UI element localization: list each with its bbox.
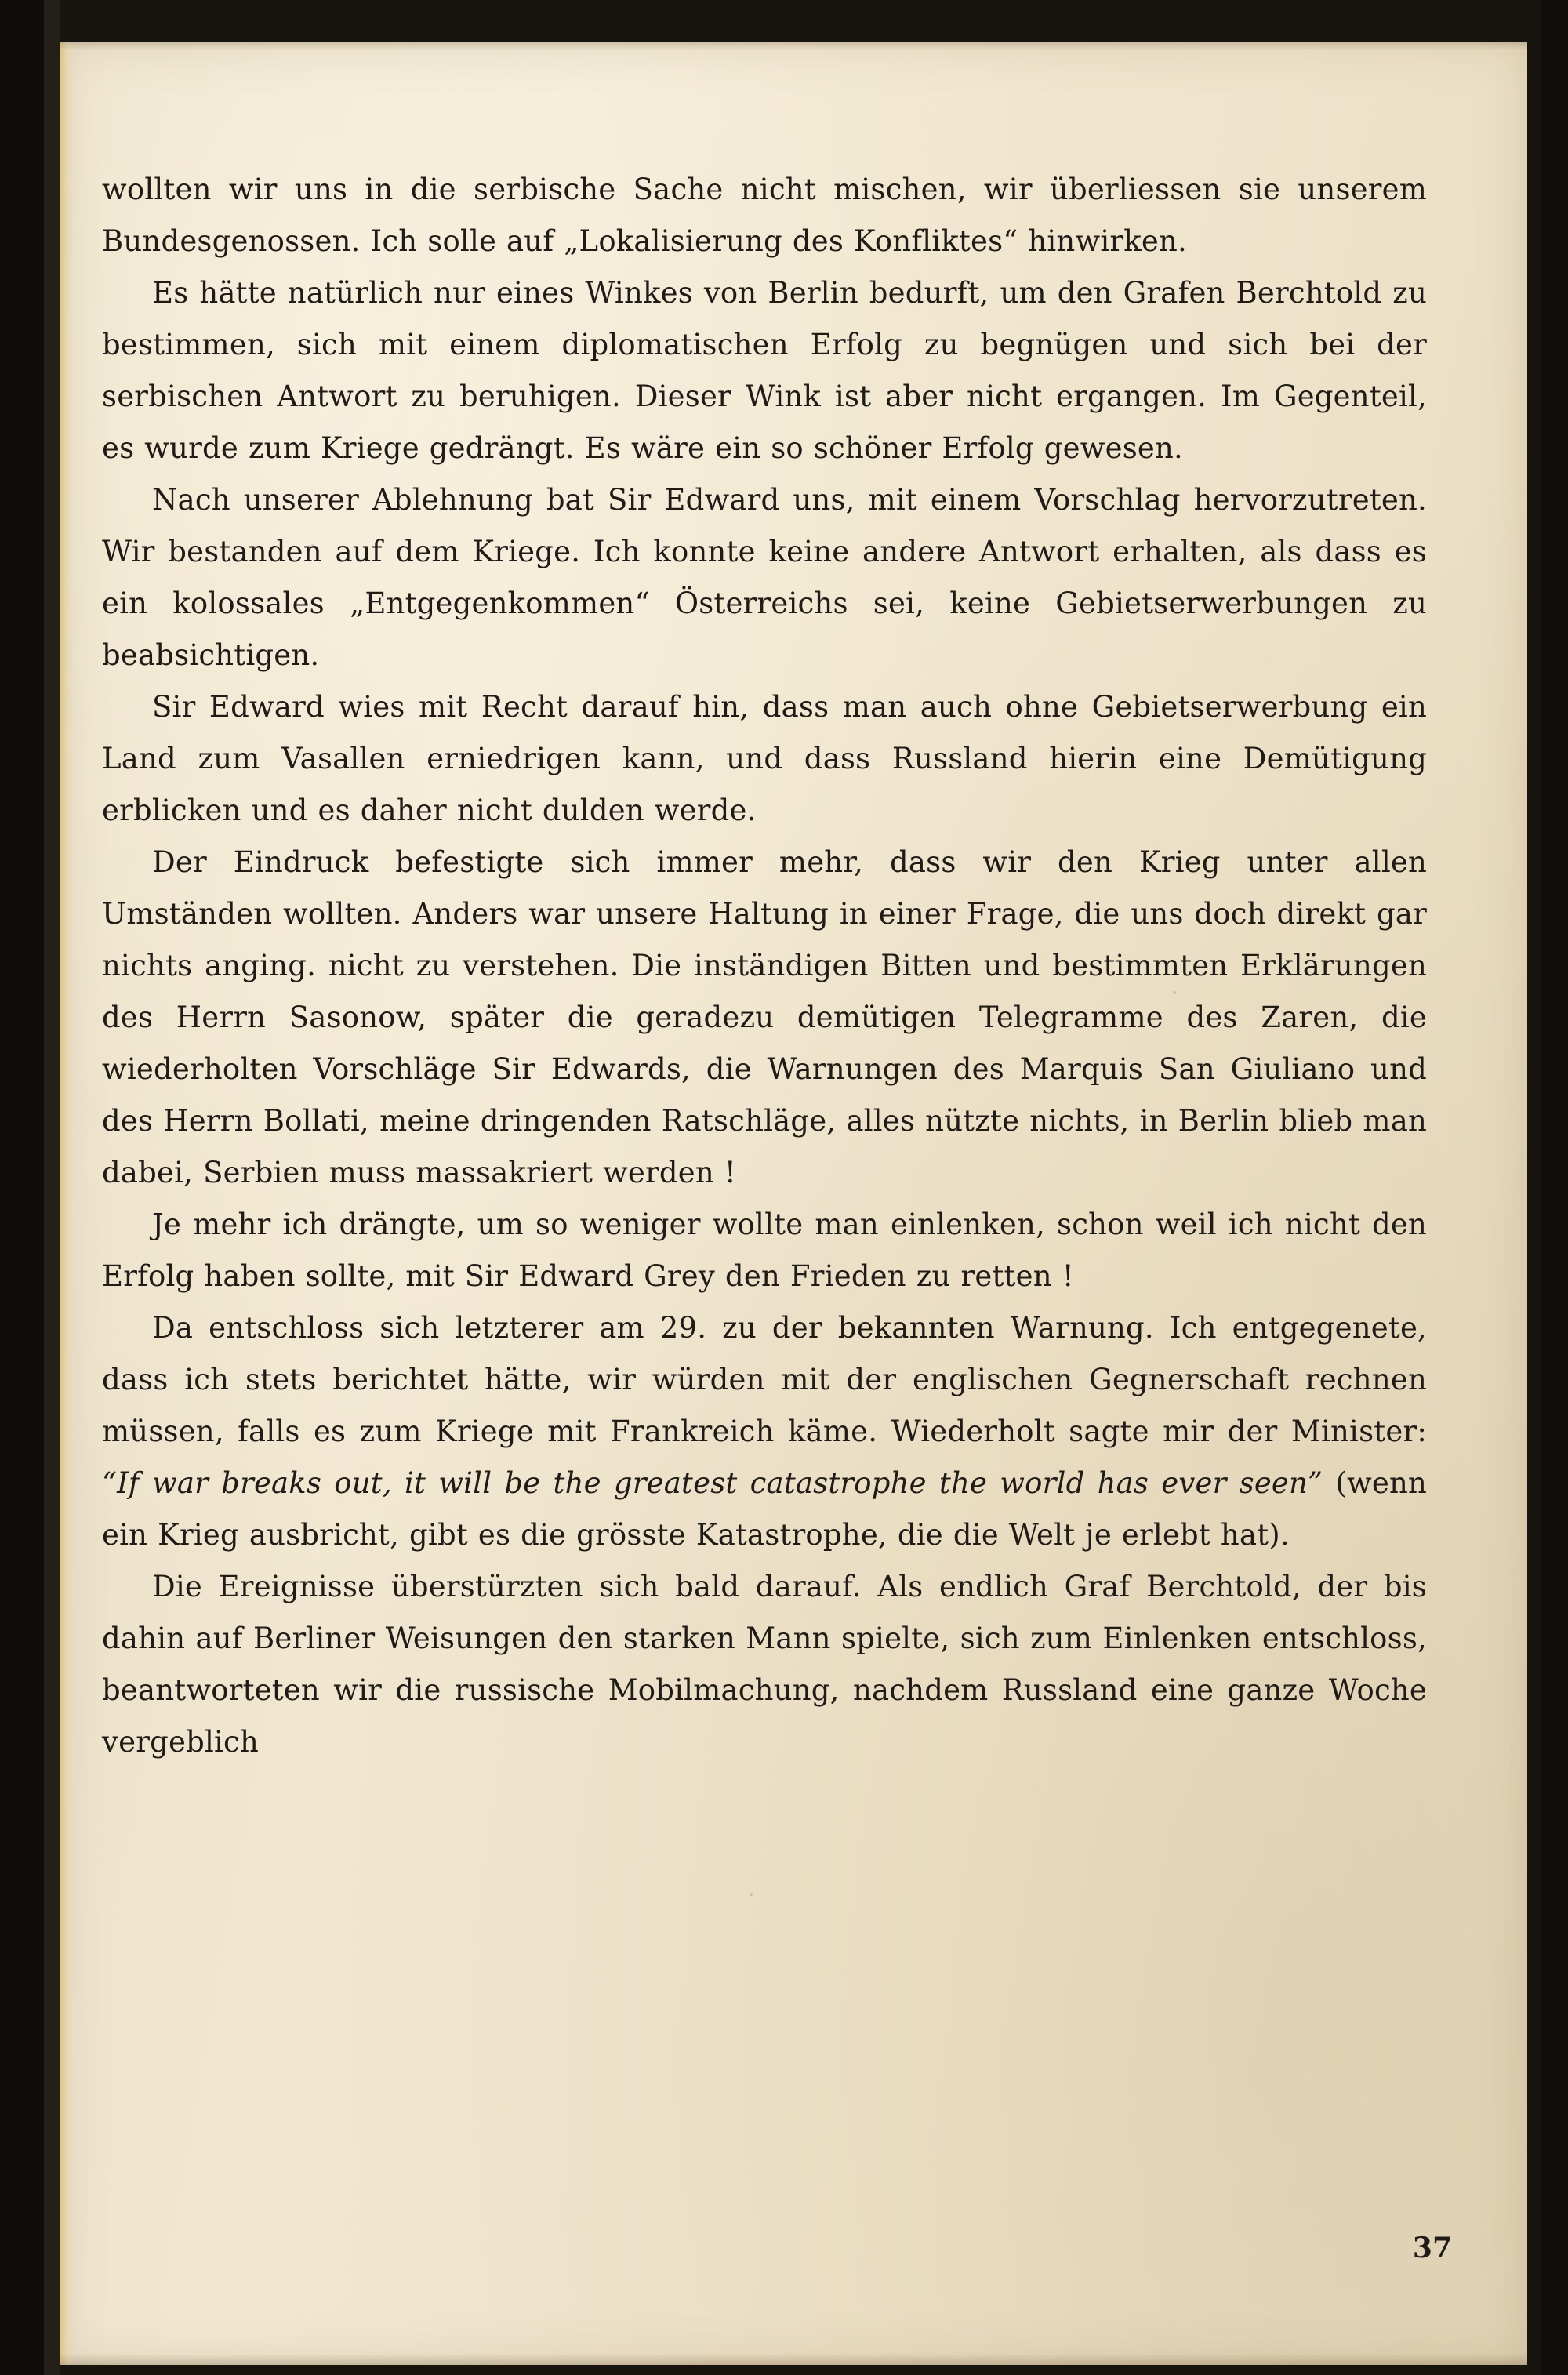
page-edge-left <box>60 42 74 2365</box>
page-edge-top <box>60 42 1527 50</box>
book-gutter-left-inner <box>44 0 60 2375</box>
paragraph: Je mehr ich drängte, um so weniger wollte man einlenken, schon weil ich nicht den Erfolg haben sollte, mit Sir Edward Grey den Frieden zu retten ! <box>102 1207 1427 1293</box>
paragraph: Die Ereignisse überstürzten sich bald darauf. Als endlich Graf Berchtold, der bis dahin auf Berliner Weisungen den starken Mann spielte, sich zum Einlenken entschloss, beantworteten wir die russische Mobilmachung, nachdem Russland eine ganze Woche vergeblich <box>102 1570 1427 1759</box>
page-number: 37 <box>1412 2232 1452 2264</box>
page-text-block <box>102 164 1427 1768</box>
paragraph-with-quote <box>102 1302 1427 1561</box>
paragraph-lead-text: Da entschloss sich letzterer am 29. zu der bekannten Warnung. Ich entgegenete, dass ich stets berichtet hätte, wir würden mit der englischen Gegnerschaft rechnen müssen, falls es zum Kriege mit Frankreich käme. Wiederholt sagte mir der Minister: <box>102 1311 1427 1448</box>
book-page <box>60 42 1527 2365</box>
paper-speckle <box>750 1893 753 1896</box>
paragraph: wollten wir uns in die serbische Sache nicht mischen, wir überliessen sie unserem Bundesgenossen. Ich solle auf „Lokalisierung des Konfliktes“ hinwirken. <box>102 172 1427 258</box>
quote-translation: (wenn ein Krieg ausbricht, gibt es die grösste Katastrophe, die die Welt je erlebt hat). <box>102 1466 1428 1552</box>
book-gutter-left <box>0 0 44 2375</box>
english-quote: “If war breaks out, it will be the greatest catastrophe the world has ever seen” <box>102 1466 1323 1500</box>
paragraph: Es hätte natürlich nur eines Winkes von Berlin bedurft, um den Grafen Berchtold zu bestimmen, sich mit einem diplomatischen Erfolg zu begnügen und sich bei der serbischen Antwort zu beruhigen. Dieser Wink ist aber nicht ergangen. Im Gegenteil, es wurde zum Kriege gedrängt. Es wäre ein so schöner Erfolg gewesen. <box>102 276 1427 465</box>
paragraph: Sir Edward wies mit Recht darauf hin, dass man auch ohne Gebietserwerbung ein Land zum Vasallen erniedrigen kann, und dass Russland hierin eine Demütigung erblicken und es daher nicht dulden werde. <box>102 690 1427 827</box>
paragraph: Der Eindruck befestigte sich immer mehr, dass wir den Krieg unter allen Umständen wollten. Anders war unsere Haltung in einer Frage, die uns doch direkt gar nichts anging. nicht zu verstehen. Die inständigen Bitten und bestimmten Erklärungen des Herrn Sasonow, später die geradezu demütigen Telegramme des Zaren, die wiederholten Vorschläge Sir Edwards, die Warnungen des Marquis San Giuliano und des Herrn Bollati, meine dringenden Ratschläge, alles nützte nichts, in Berlin blieb man dabei, Serbien muss massakriert werden ! <box>102 845 1427 1189</box>
book-gutter-right <box>1541 0 1568 2375</box>
paragraph: Nach unserer Ablehnung bat Sir Edward uns, mit einem Vorschlag hervorzutreten. Wir bestanden auf dem Kriege. Ich konnte keine andere Antwort erhalten, als dass es ein kolossales „Entgegenkommen“ Österreichs sei, keine Gebietserwerbungen zu beabsichtigen. <box>102 483 1427 672</box>
page-edge-bottom <box>60 2354 1527 2365</box>
